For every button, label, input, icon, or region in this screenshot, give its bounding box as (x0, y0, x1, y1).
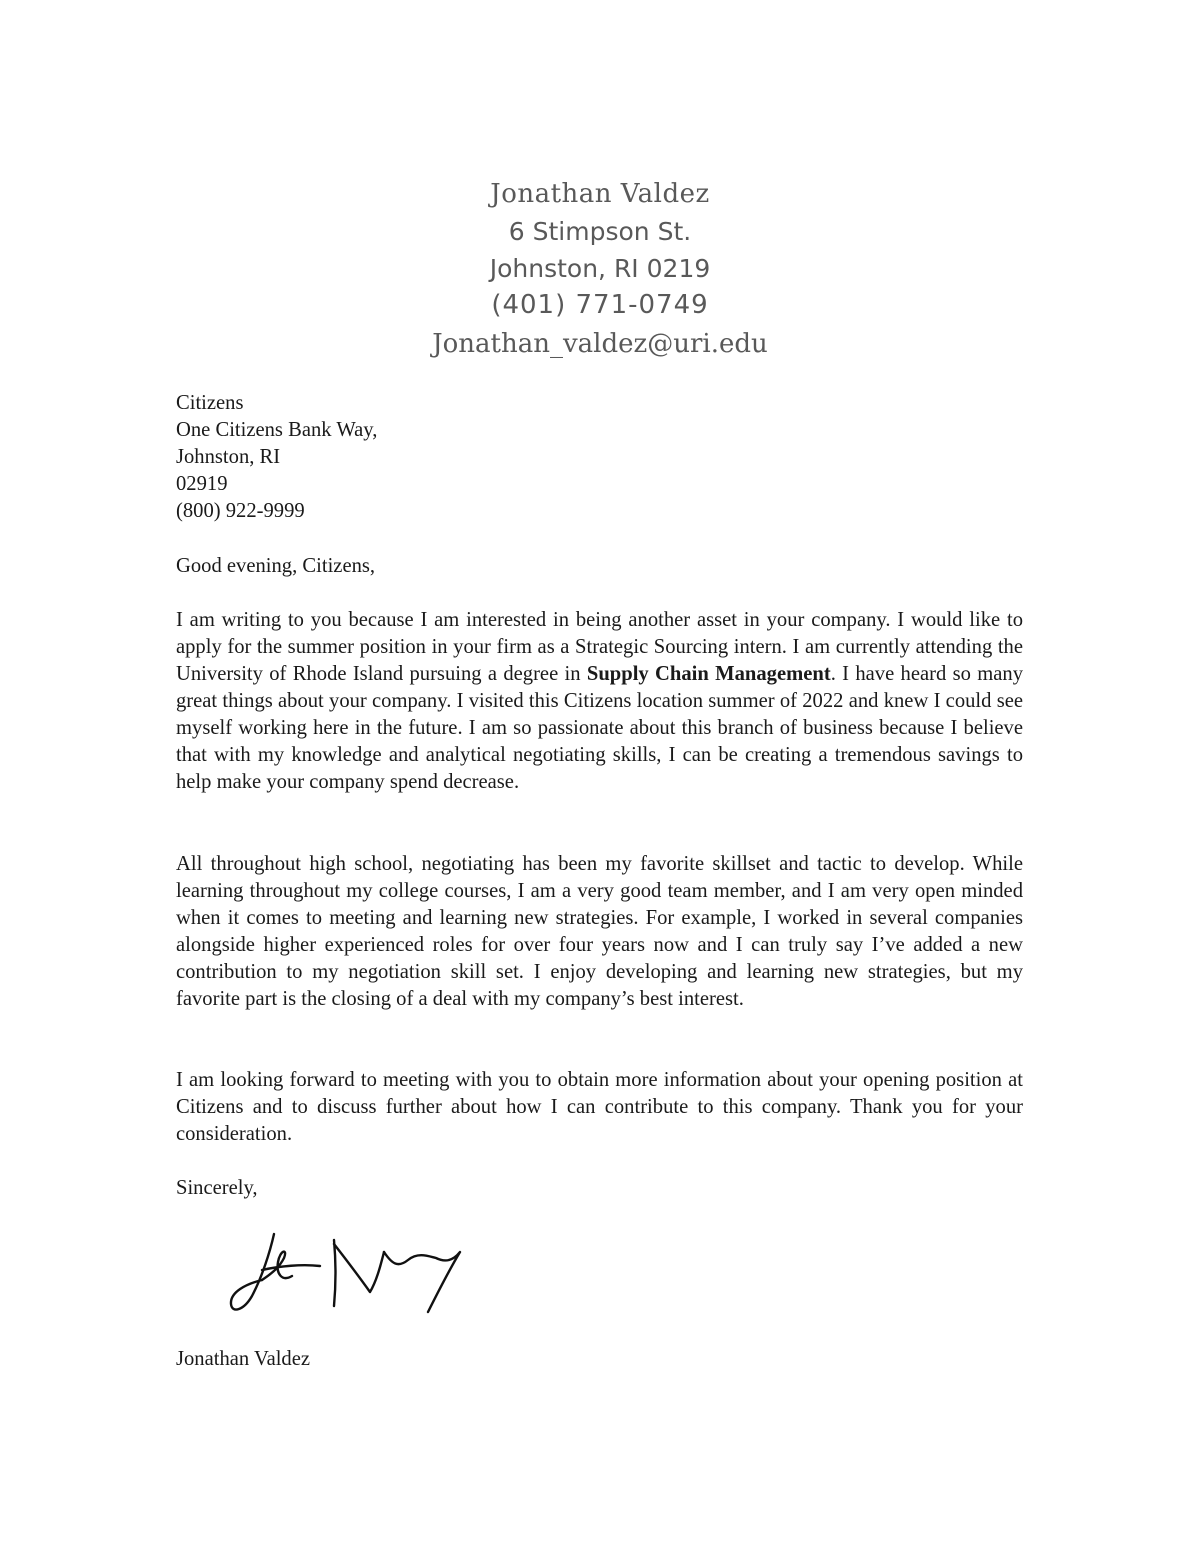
degree-name: Supply Chain Management (586, 663, 831, 685)
sender-city: Johnston, RI 0219 (489, 254, 711, 283)
sender-email: Jonathan_valdez@uri.edu (432, 329, 768, 359)
paragraph-intro-text-a: I am writing to you because I am interested in being another asset in your company. I would like to apply for the summer position in your firm as a Strategic Sourcing intern. I am currently attending the University of Rhode Island pursuing a degree in (176, 609, 1023, 685)
sender-header (0, 176, 1200, 363)
sender-phone: (401) 771-0749 (491, 290, 709, 320)
signature-stroke-j (231, 1234, 274, 1310)
handwritten-signature (222, 1222, 472, 1322)
salutation: Good evening, Citizens, (176, 555, 376, 577)
closing-line: Sincerely, (176, 1177, 258, 1199)
recipient-street: One Citizens Bank Way, (176, 419, 378, 441)
signature-stroke-v (334, 1240, 384, 1306)
paragraph-closing: I am looking forward to meeting with you to obtain more information about your opening position at Citizens and to discuss further about how I can contribute to this company. Thank you for your consideration. (176, 1069, 1023, 1145)
signature-stroke-cross (262, 1265, 320, 1270)
paragraph-intro-text-b: . I have heard so many great things about your company. I visited this Citizens location summer of 2022 and knew I could see myself working here in the future. I am so passionate about this branch of business because I believe that with my knowledge and analytical negotiating skills, I can be creating a tremendous savings to help make your company spend decrease. (176, 663, 1023, 793)
signer-name: Jonathan Valdez (176, 1348, 311, 1370)
recipient-address (176, 390, 1023, 525)
recipient-city: Johnston, RI (176, 446, 281, 468)
paragraph-skills: All throughout high school, negotiating has been my favorite skillset and tactic to develop. While learning throughout my college courses, I am a very good team member, and I am very open minded when it comes to meeting and learning new strategies. For example, I worked in several companies alongside higher experienced roles for over four years now and I can truly say I’ve added a new contribution to my negotiation skill set. I enjoy developing and learning new strategies, but my favorite part is the closing of a deal with my company’s best interest. (176, 853, 1023, 1010)
recipient-company: Citizens (176, 392, 244, 414)
sender-name: Jonathan Valdez (490, 179, 710, 209)
recipient-zip: 02919 (176, 473, 228, 495)
recipient-phone: (800) 922-9999 (176, 500, 305, 522)
sender-street: 6 Stimpson St. (508, 217, 692, 246)
signature-stroke-tail (384, 1252, 460, 1312)
paragraph-intro (176, 607, 1023, 796)
